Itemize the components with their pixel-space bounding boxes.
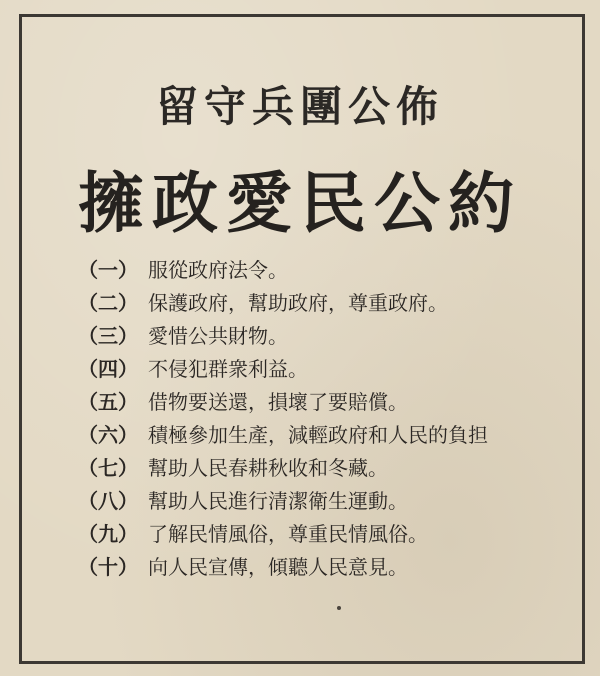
item-text: 了解民情風俗，尊重民情風俗。	[148, 522, 428, 546]
list-item	[78, 454, 586, 487]
list-item	[78, 256, 586, 289]
item-text: 保護政府，幫助政府，尊重政府。	[148, 291, 448, 315]
item-number: （七）	[78, 456, 138, 480]
item-text: 幫助人民進行清潔衛生運動。	[148, 489, 408, 513]
list-item	[78, 520, 586, 553]
ink-dot	[337, 606, 341, 610]
item-text: 服從政府法令。	[148, 258, 288, 282]
list-item	[78, 322, 586, 355]
list-item	[78, 289, 586, 322]
item-number: （五）	[78, 390, 138, 414]
item-number: （三）	[78, 324, 138, 348]
item-text: 不侵犯群衆利益。	[148, 357, 308, 381]
item-text: 幫助人民春耕秋收和冬藏。	[148, 456, 388, 480]
list-item	[78, 388, 586, 421]
item-number: （二）	[78, 291, 138, 315]
item-number: （六）	[78, 423, 138, 447]
list-item	[78, 421, 586, 454]
item-text: 愛惜公共財物。	[148, 324, 288, 348]
list-item	[78, 355, 586, 388]
item-text: 積極參加生產，減輕政府和人民的負担	[148, 423, 488, 447]
list-item	[78, 553, 586, 586]
covenant-list	[78, 256, 586, 596]
document-title: 留守兵團公佈	[155, 82, 444, 131]
item-number: （十）	[78, 555, 138, 579]
item-number: （九）	[78, 522, 138, 546]
item-number: （一）	[78, 258, 138, 282]
item-number: （八）	[78, 489, 138, 513]
item-text: 向人民宣傳，傾聽人民意見。	[148, 555, 408, 579]
item-number: （四）	[78, 357, 138, 381]
list-item	[78, 487, 586, 520]
document-headline: 擁政愛民公約	[78, 165, 522, 242]
item-text: 借物要送還，損壞了要賠償。	[148, 390, 408, 414]
